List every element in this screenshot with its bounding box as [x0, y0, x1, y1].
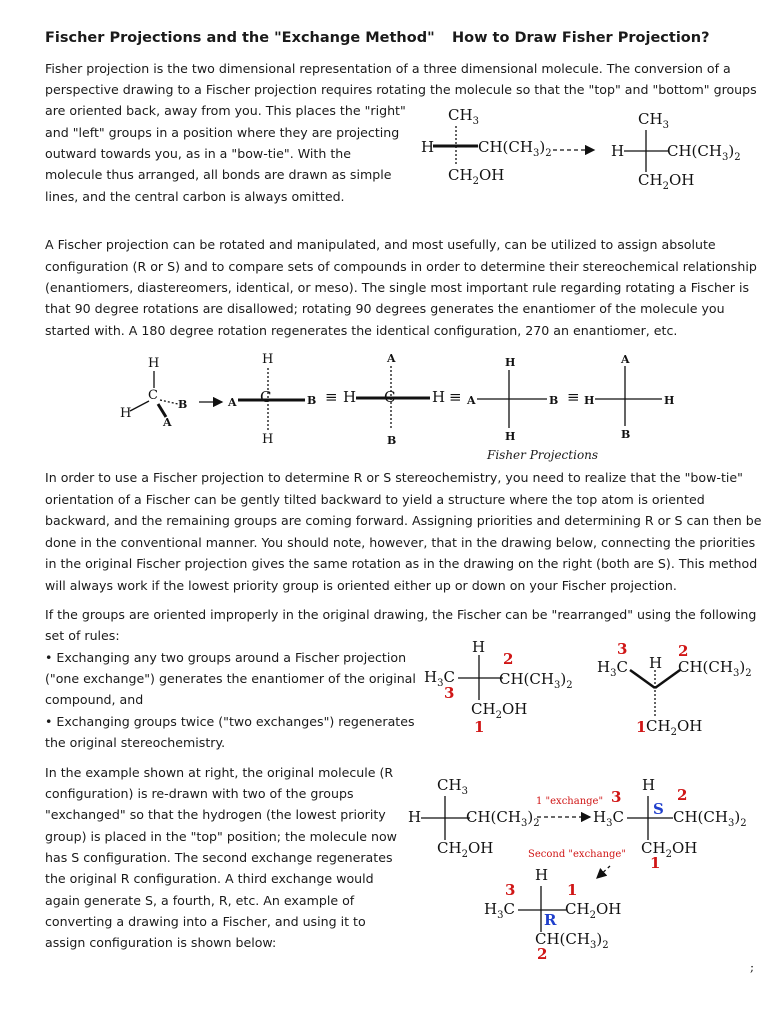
para3-line2: orientation of a Fischer can be gently tilted backward to yield a structure where the top atom is oriented [45, 492, 705, 507]
fig3-right-n3: 3 [617, 640, 628, 658]
fig4-note-second-exchange: Second "exchange" [528, 849, 626, 860]
para1-line7: lines, and the central carbon is always omitted. [45, 189, 345, 204]
fig1-right-bottom: $CH_2OH$ [638, 171, 695, 192]
fig3-right-bond-left [630, 670, 655, 688]
fig4-mid-h: H [642, 776, 656, 794]
fig3-right-n1: 1 [636, 718, 647, 736]
fig2-m3-h: H [343, 388, 357, 406]
heading-fischer-exchange: Fischer Projections and the "Exchange Method" [45, 30, 435, 46]
fig4-mid-left: $H_3C$ [593, 808, 624, 829]
fig3-left-bottom: $CH_2OH$ [471, 700, 528, 721]
fig2-m2-b: B [307, 394, 317, 407]
fig3-right-bond-right [655, 670, 680, 688]
bullet2-line1: • Exchanging groups twice ("two exchanges") regenerates [45, 714, 415, 729]
para3-line1: In order to use a Fischer projection to determine R or S stereochemistry, you need to realize that the "bow-tie" [45, 470, 743, 485]
fig3-right-right: $CH(CH_3)_2$ [678, 658, 752, 679]
para5-line8: converting a drawing into a Fischer, and using it to [45, 914, 366, 929]
fig3-right-bottom: $CH_2OH$ [646, 717, 703, 738]
fig2-m5-h-right: H [664, 394, 675, 407]
fig2-m2-h-top: H [262, 352, 274, 367]
fig2-m1-bond-wedge [158, 404, 166, 417]
para5-line2: configuration) is re-drawn with two of the groups [45, 786, 354, 801]
fig4-note-one-exchange: 1 "exchange" [536, 796, 604, 807]
para1-line5: outward towards you, as in a "bow-tie". With the [45, 146, 351, 161]
fig4-arrow2 [597, 866, 610, 878]
fig4-final-n2: 2 [537, 945, 548, 963]
fig1-left-h: H [421, 138, 435, 156]
para5-line3: "exchanged" so that the hydrogen (the lowest priority [45, 807, 386, 822]
fig3-left-right: $CH(CH_3)_2$ [499, 670, 573, 691]
fig3-right-h: H [649, 654, 663, 672]
fig4-final-bottom: $CH(CH_3)_2$ [535, 930, 609, 951]
para2-line5: started with. A 180 degree rotation regenerates the identical configuration, 270 an enantiomer, etc. [45, 323, 678, 338]
fig4-mid-right: $CH(CH_3)_2$ [673, 808, 747, 829]
fig2-m1-c: C [148, 388, 158, 403]
fig2-m3-h-right: H [432, 388, 446, 406]
fig1-left-bottom: $CH_2OH$ [448, 166, 505, 187]
para5-line4: group) is placed in the "top" position; the molecule now [45, 829, 397, 844]
fig1-left-right: $CH(CH_3)_2$ [478, 138, 552, 159]
fig2-m1-h-top: H [148, 356, 160, 371]
fig4-orig-top: $CH_3$ [437, 776, 468, 797]
bullet1-line2: ("one exchange") generates the enantiomer of the original [45, 671, 416, 686]
para1-line4: and "left" groups in a position where they are projecting [45, 125, 400, 140]
fig2-m4-a: A [467, 394, 476, 407]
fig2-equiv2: ≡ [449, 388, 462, 406]
para2-line4: that 90 degree rotations are disallowed; rotating 90 degrees generates the enantiomer of the molecule you [45, 301, 725, 316]
fig2-m5-a: A [621, 353, 630, 366]
fig2-m1-bond-left [130, 401, 149, 411]
fig2-m1-a: A [163, 416, 172, 429]
fig2-m4-b: B [549, 394, 559, 407]
fig2-equiv1: ≡ [325, 388, 338, 406]
para3-line6: will always work if the lowest priority group is oriented either up or down on your Fischer projection. [45, 578, 677, 593]
para1-line3: are oriented back, away from you. This places the "right" [45, 103, 406, 118]
fig3-left-n3: 3 [444, 684, 455, 702]
para2-line2: configuration (R or S) and to compare sets of compounds in order to determine their stereochemical relationship [45, 259, 757, 274]
para1-line6: molecule thus arranged, all bonds are drawn as simple [45, 167, 392, 182]
fig2-m3-a: A [387, 352, 396, 365]
para4-line2: set of rules: [45, 628, 120, 643]
fig2-m1-b: B [178, 398, 188, 411]
para3-line3: backward, and the remaining groups are coming forward. Assigning priorities and determining R or S can then be [45, 513, 762, 528]
fig4-final-n1: 1 [567, 881, 578, 899]
fig2-m5-h-left: H [584, 394, 595, 407]
fig2-caption: Fisher Projections [487, 448, 599, 462]
fig2-m4-h-top: H [505, 356, 516, 369]
fig4-final-config: R [544, 911, 557, 929]
fig2-m2-a: A [228, 396, 237, 409]
para2-line1: A Fischer projection can be rotated and manipulated, and most usefully, can be utilized to assign absolute [45, 237, 716, 252]
bullet1-line3: compound, and [45, 692, 144, 707]
para5-line9: assign configuration is shown below: [45, 935, 277, 950]
fig2-m1-bond-back [160, 400, 178, 404]
fig2-m3-b: B [387, 434, 397, 447]
fig3-left-left: $H_3C$ [424, 668, 455, 689]
para5-line5: has S configuration. The second exchange regenerates [45, 850, 393, 865]
margin-mark: ; [750, 960, 755, 974]
fig2-m3-c: C [384, 388, 396, 406]
fig1-right-h: H [611, 142, 625, 160]
fig2-m5-b: B [621, 428, 631, 441]
fig2-equiv3: ≡ [567, 388, 580, 406]
fig4-orig-right: $CH(CH_3)_2$ [466, 808, 540, 829]
fig3-left-top: H [472, 638, 486, 656]
fig4-final-n3: 3 [505, 881, 516, 899]
bullet2-line2: the original stereochemistry. [45, 735, 226, 750]
para5-line1: In the example shown at right, the original molecule (R [45, 765, 394, 780]
fig4-final-top: H [535, 866, 549, 884]
fig1-right-top: $CH_3$ [638, 110, 669, 131]
fig2-m2-c: C [260, 388, 272, 406]
para2-line3: (enantiomers, diastereomers, identical, or meso). The single most important rule regarding rotating a Fischer is [45, 280, 750, 295]
heading-how-to-draw: How to Draw Fisher Projection? [452, 30, 710, 46]
fig4-mid-n3: 3 [611, 788, 622, 806]
fig2-m1-h-left: H [120, 406, 132, 421]
fig4-mid-n1: 1 [650, 854, 661, 872]
fig1-right-right: $CH(CH_3)_2$ [667, 142, 741, 163]
fig3-left-n2: 2 [503, 650, 514, 668]
fig3-right-n2: 2 [678, 642, 689, 660]
fig3-left-n1: 1 [474, 718, 485, 736]
fig4-mid-bottom: $CH_2OH$ [641, 839, 698, 860]
fig4-final-right: $CH_2OH$ [565, 900, 622, 921]
fig4-final-left: $H_3C$ [484, 900, 515, 921]
fig4-orig-bottom: $CH_2OH$ [437, 839, 494, 860]
fig4-mid-n2: 2 [677, 786, 688, 804]
para5-line6: the original R configuration. A third exchange would [45, 871, 374, 886]
fig2-m4-h-bottom: H [505, 430, 516, 443]
para4-line1: If the groups are oriented improperly in the original drawing, the Fischer can be "rearranged" using the following [45, 607, 757, 622]
fig3-right-left: $H_3C$ [597, 658, 628, 679]
fig4-orig-h: H [408, 808, 422, 826]
para1-line1: Fisher projection is the two dimensional representation of a three dimensional molecule. The conversion of a [45, 61, 731, 76]
para1-line2: perspective drawing to a Fischer projection requires rotating the molecule so that the "top" and "bottom" groups [45, 82, 757, 97]
bullet1-line1: • Exchanging any two groups around a Fischer projection [45, 650, 407, 665]
para3-line5: in the original Fischer projection gives the same rotation as in the drawing on the right (both are S). This method [45, 556, 758, 571]
para3-line4: done in the conventional manner. You should note, however, that in the drawing below, connecting the priorities [45, 535, 756, 550]
fig4-mid-config: S [653, 800, 664, 818]
para5-line7: again generate S, a fourth, R, etc. An example of [45, 893, 355, 908]
fig1-left-top: $CH_3$ [448, 106, 479, 127]
fig2-m2-h-bottom: H [262, 432, 274, 447]
